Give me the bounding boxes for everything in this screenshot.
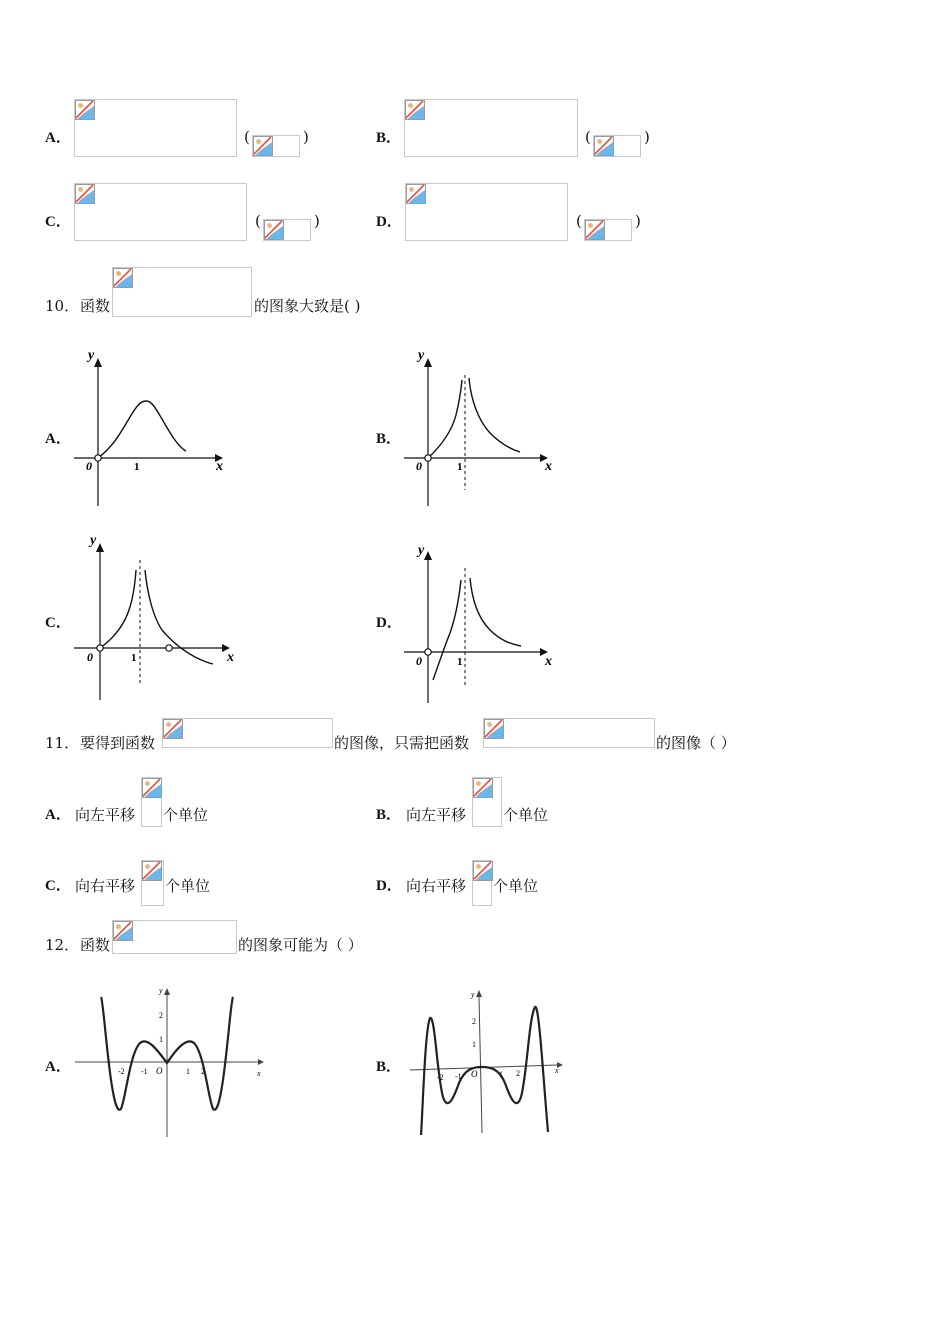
option-label: A． — [45, 431, 71, 447]
y-axis-arrow — [476, 990, 482, 997]
broken-image-icon — [142, 778, 162, 798]
tick-label-y: 2 — [159, 1011, 163, 1020]
function-curve-left — [100, 570, 136, 648]
option-label: B． — [376, 130, 402, 146]
question-number: 11． — [45, 734, 80, 752]
tick-label-x: 1 — [186, 1067, 190, 1076]
formula-image — [112, 920, 237, 954]
broken-image-icon — [473, 861, 493, 881]
option-label: B． — [376, 1059, 402, 1075]
function-curve-right — [470, 578, 521, 646]
option-text: 向右平移 — [406, 877, 467, 895]
option-label: B． — [376, 807, 402, 823]
option-text-after: 个单位 — [503, 806, 549, 824]
paren-open: ( — [576, 212, 582, 230]
y-axis — [479, 997, 482, 1133]
x-axis-label: x — [257, 1069, 261, 1078]
q12-graph-b — [405, 985, 570, 1140]
tick-label-1: 1 — [457, 461, 463, 473]
paren-close: ) — [314, 212, 320, 230]
option-label: A． — [45, 1059, 71, 1075]
formula-image — [472, 860, 492, 906]
question-number: 12． — [45, 936, 80, 954]
option-text-after: 个单位 — [163, 806, 209, 824]
formula-image — [472, 777, 502, 827]
broken-image-icon — [113, 268, 133, 288]
y-axis-arrow — [94, 358, 102, 367]
y-axis-arrow — [164, 988, 170, 995]
broken-image-icon — [75, 184, 95, 204]
tick-label-x: -1 — [141, 1067, 148, 1076]
y-axis-label: y — [90, 533, 97, 548]
question-text-prefix: 函数 — [80, 936, 111, 954]
formula-image — [483, 718, 655, 748]
broken-image-icon — [406, 184, 426, 204]
y-axis-label: y — [88, 348, 95, 363]
y-axis-label: y — [418, 348, 425, 363]
x-axis-label: x — [216, 459, 223, 474]
broken-image-icon — [75, 100, 95, 120]
function-curve-left — [428, 380, 462, 458]
option-label: C． — [45, 878, 71, 894]
option-label: A． — [45, 807, 71, 823]
option-label: D． — [376, 878, 402, 894]
question-text-suffix: 的图象大致是( ) — [254, 297, 361, 315]
option-text-after: 个单位 — [165, 877, 211, 895]
formula-image — [141, 860, 164, 906]
x-axis-label: x — [555, 1066, 559, 1075]
question-text-prefix: 函数 — [80, 297, 111, 315]
origin-point — [425, 455, 431, 461]
function-curve — [421, 1007, 548, 1135]
broken-image-icon — [585, 220, 605, 240]
x-axis-arrow — [258, 1059, 264, 1065]
broken-image-icon — [484, 719, 504, 739]
formula-image — [162, 718, 333, 748]
y-axis-arrow — [96, 543, 104, 552]
question-text-suffix: 的图像（ ） — [656, 734, 736, 752]
y-axis-label: y — [418, 543, 425, 558]
question-text-middle: 的图像，只需把函数 — [334, 734, 470, 752]
origin-label: 0 — [416, 459, 422, 473]
paren-open: ( — [255, 212, 261, 230]
origin-label: 0 — [86, 459, 92, 473]
formula-image — [141, 777, 162, 827]
origin-label: O — [156, 1066, 163, 1076]
option-label: C． — [45, 214, 71, 230]
broken-image-icon — [142, 861, 162, 881]
function-curve-right — [145, 570, 213, 664]
tick-label-y: 1 — [159, 1035, 163, 1044]
origin-label: 0 — [87, 650, 93, 664]
formula-image — [404, 99, 578, 157]
option-text: 向右平移 — [75, 877, 136, 895]
origin-label: O — [471, 1069, 478, 1079]
paren-open: ( — [244, 128, 250, 146]
q10-graph-d — [400, 538, 560, 708]
option-text: 向左平移 — [75, 806, 136, 824]
y-axis-label: y — [471, 990, 475, 999]
broken-image-icon — [264, 220, 284, 240]
option-label: D． — [376, 615, 402, 631]
tick-label-x: -2 — [437, 1073, 444, 1082]
broken-image-icon — [163, 719, 183, 739]
origin-label: 0 — [416, 654, 422, 668]
option-label: D． — [376, 214, 402, 230]
function-curve-right — [469, 378, 520, 452]
broken-image-icon — [113, 921, 133, 941]
option-text-after: 个单位 — [493, 877, 539, 895]
formula-image — [74, 99, 237, 157]
formula-image — [593, 135, 641, 157]
question-text-suffix: 的图象可能为（ ） — [238, 936, 363, 954]
option-label: C． — [45, 615, 71, 631]
tick-label-x: 2 — [516, 1069, 520, 1078]
y-axis-label: y — [159, 986, 163, 995]
broken-image-icon — [405, 100, 425, 120]
x-axis-label: x — [227, 650, 234, 665]
zero-point — [166, 645, 172, 651]
question-text-prefix: 要得到函数 — [80, 734, 156, 752]
paren-close: ) — [303, 128, 309, 146]
tick-label-x: 1 — [499, 1070, 503, 1079]
origin-point — [97, 645, 103, 651]
q12-graph-a — [70, 985, 270, 1140]
paren-open: ( — [585, 128, 591, 146]
q10-graph-a — [70, 345, 230, 510]
formula-image — [74, 183, 247, 241]
broken-image-icon — [253, 136, 273, 156]
question-number: 10． — [45, 297, 80, 315]
option-label: B． — [376, 431, 402, 447]
y-axis-arrow — [424, 358, 432, 367]
q10-graph-c — [70, 530, 245, 705]
function-curve — [98, 401, 186, 458]
tick-label-x: -1 — [455, 1072, 462, 1081]
origin-point — [425, 649, 431, 655]
tick-label-1: 1 — [134, 461, 140, 473]
tick-label-y: 2 — [472, 1017, 476, 1026]
broken-image-icon — [473, 778, 493, 798]
origin-point — [95, 455, 101, 461]
formula-image — [584, 219, 632, 241]
x-axis-label: x — [545, 459, 552, 474]
formula-image — [263, 219, 311, 241]
formula-image — [252, 135, 300, 157]
q10-graph-b — [400, 345, 560, 510]
x-axis-label: x — [545, 654, 552, 669]
tick-label-1: 1 — [131, 652, 137, 664]
option-text: 向左平移 — [406, 806, 467, 824]
option-label: A． — [45, 130, 71, 146]
broken-image-icon — [594, 136, 614, 156]
y-axis-arrow — [424, 551, 432, 560]
formula-image — [405, 183, 568, 241]
paren-close: ) — [635, 212, 641, 230]
formula-image — [112, 267, 252, 317]
paren-close: ) — [644, 128, 650, 146]
tick-label-x: 2 — [201, 1067, 205, 1076]
tick-label-1: 1 — [457, 656, 463, 668]
tick-label-x: -2 — [118, 1067, 125, 1076]
tick-label-y: 1 — [472, 1040, 476, 1049]
